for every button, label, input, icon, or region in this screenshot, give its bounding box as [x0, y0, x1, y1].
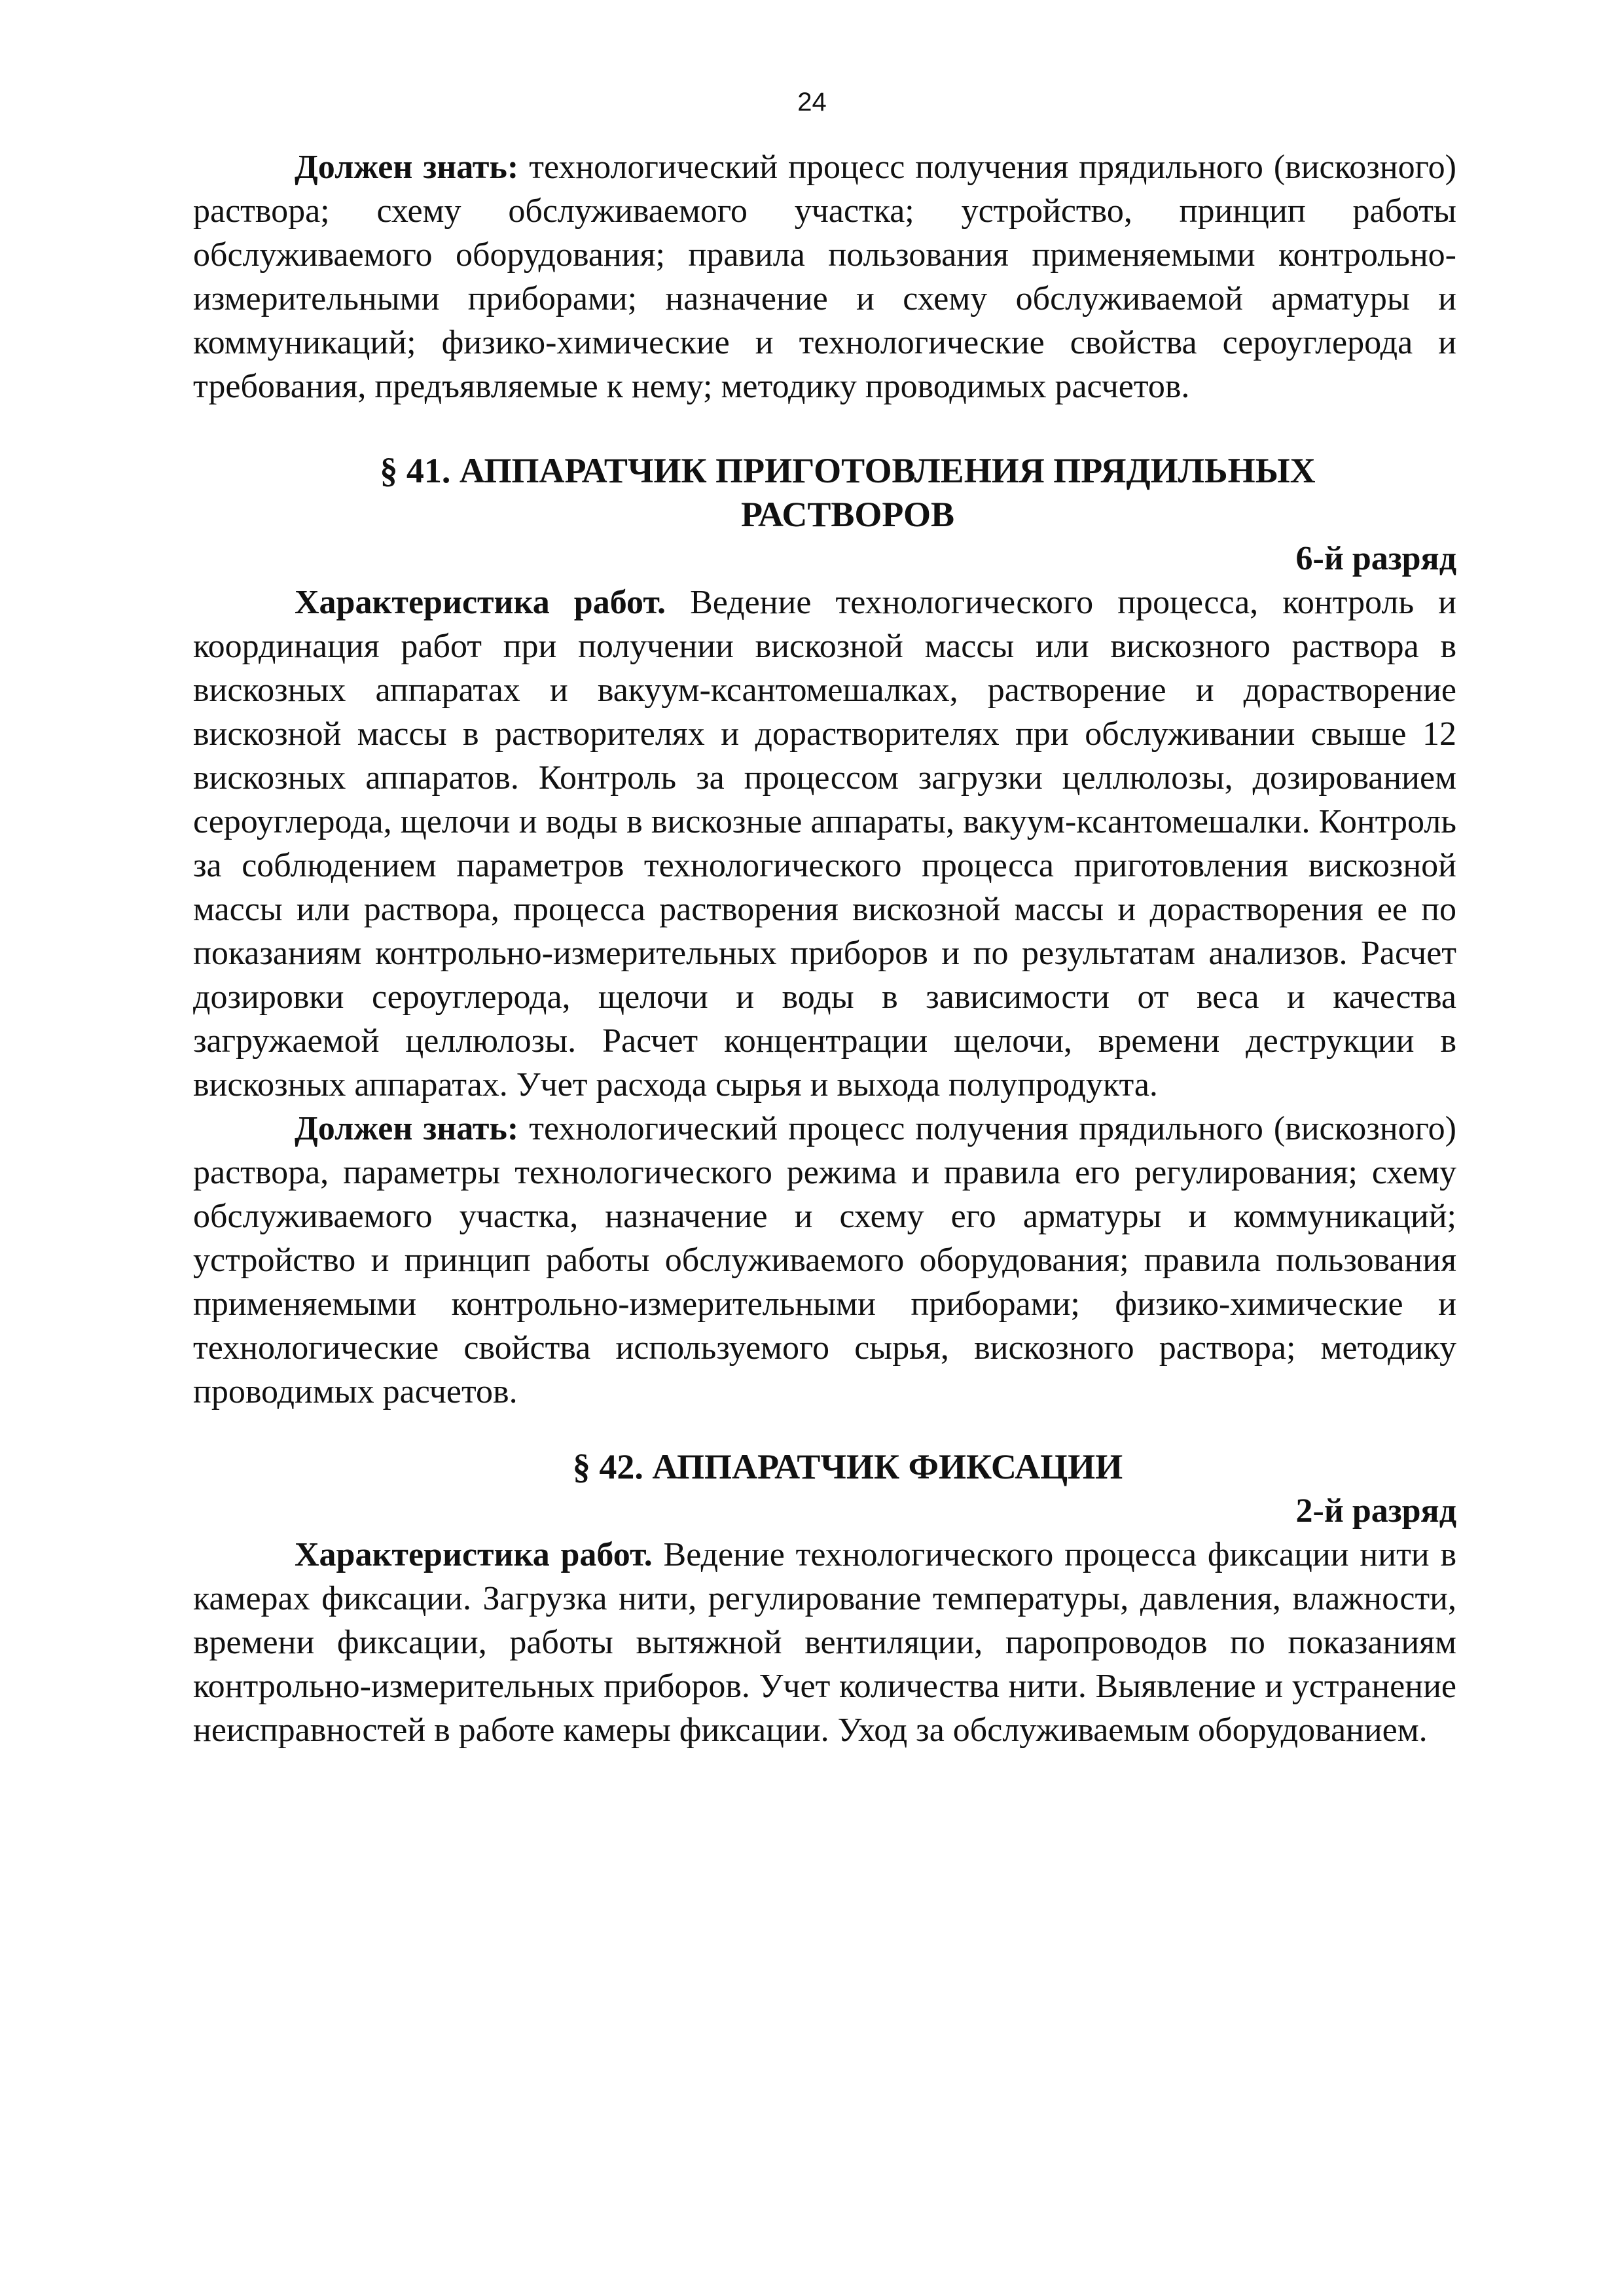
- section-title: § 42. АППАРАТЧИК ФИКСАЦИИ: [572, 1447, 1123, 1486]
- paragraph-text: технологический процесс получения прядильного (вискозного) раствора; схему обслуживаемого участка; устройство, принцип работы обслуживаемого оборудования; правила пользования применяемыми контрольно-измерительными приборами; назначение и схему обслуживаемой арматуры и коммуникаций; физико-химические и технологические свойства сероуглерода и требования, предъявляемые к нему; методику проводимых расчетов.: [193, 149, 1456, 405]
- paragraph-text: технологический процесс получения прядильного (вискозного) раствора, параметры технологического режима и правила его регулирования; схему обслуживаемого участка, назначение и схему его арматуры и коммуникаций; устройство и принцип работы обслуживаемого оборудования; правила пользования применяемыми контрольно-измерительными приборами; физико-химические и технологические свойства используемого сырья, вискозного раствора; методику проводимых расчетов.: [193, 1110, 1456, 1410]
- page-number: 24: [797, 88, 827, 117]
- paragraph-lead: Характеристика работ.: [295, 584, 666, 621]
- knowledge-paragraph-40: [193, 145, 1456, 408]
- paragraph-text: Ведение технологического процесса фиксации нити в камерах фиксации. Загрузка нити, регулирование температуры, давления, влажности, времени фиксации, работы вытяжной вентиляции, паропроводов по показаниям контрольно-измерительных приборов. Учет количества нити. Выявление и устранение неисправностей в работе камеры фиксации. Уход за обслуживаемым оборудованием.: [193, 1536, 1456, 1749]
- paragraph-lead: Характеристика работ.: [295, 1536, 653, 1573]
- section-title-line-1: § 41. АППАРАТЧИК ПРИГОТОВЛЕНИЯ ПРЯДИЛЬНЫХ: [380, 451, 1316, 490]
- grade-label: 6-й разряд: [1295, 540, 1456, 577]
- section-title-line-2: РАСТВОРОВ: [740, 495, 955, 534]
- knowledge-paragraph: [193, 1107, 1456, 1414]
- characteristics-paragraph: [193, 581, 1456, 1107]
- section-42: [193, 1445, 1456, 1752]
- page-content: [193, 145, 1456, 1752]
- paragraph-lead: Должен знать:: [295, 149, 519, 186]
- section-title: [193, 449, 1456, 537]
- paragraph-text: Ведение технологического процесса, контроль и координация работ при получении вискозной массы или вискозного раствора в вискозных аппаратах и вакуум-ксантомешалках, растворение и дорастворение вискозной массы в растворителях и дорастворителях при обслуживании свыше 12 вискозных аппаратов. Контроль за процессом загрузки целлюлозы, дозированием сероуглерода, щелочи и воды в вискозные аппараты, вакуум-ксантомешалки. Контроль за соблюдением параметров технологического процесса приготовления вискозной массы или раствора, процесса растворения вискозной массы и дорастворения ее по показаниям контрольно-измерительных приборов и по результатам анализов. Расчет дозировки сероуглерода, щелочи и воды в зависимости от веса и качества загружаемой целлюлозы. Расчет концентрации щелочи, времени деструкции в вискозных аппаратах. Учет расхода сырья и выхода полупродукта.: [193, 584, 1456, 1103]
- characteristics-paragraph: [193, 1533, 1456, 1752]
- section-41: [193, 449, 1456, 1414]
- grade-label: 2-й разряд: [1295, 1492, 1456, 1530]
- paragraph-lead: Должен знать:: [295, 1110, 519, 1147]
